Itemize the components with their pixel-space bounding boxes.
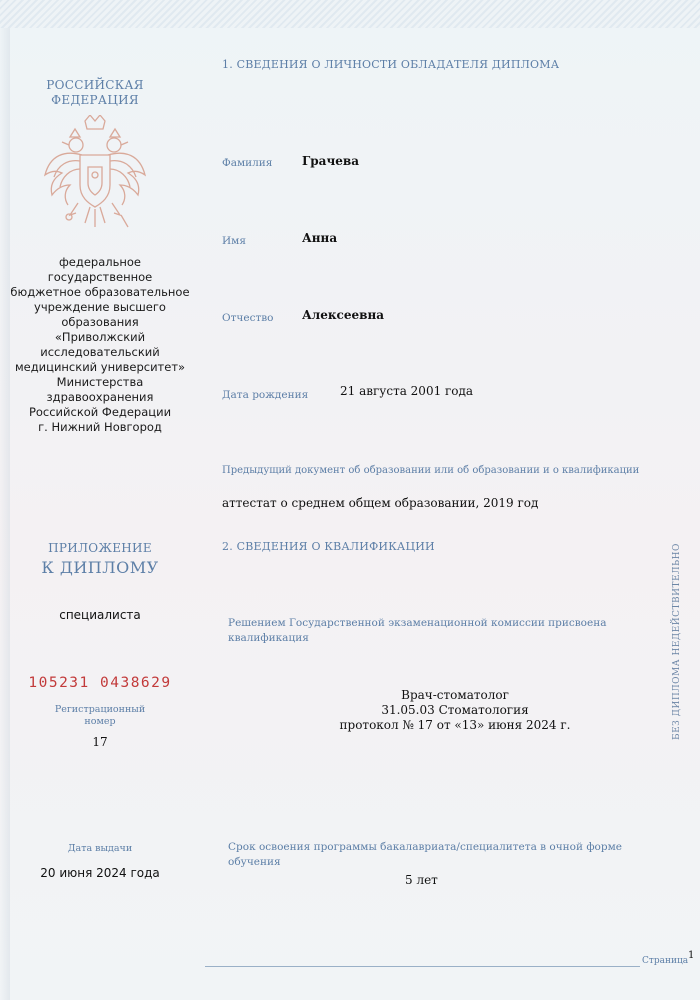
country-line-2: ФЕДЕРАЦИЯ	[51, 93, 139, 107]
patronymic-value: Алексеевна	[302, 308, 385, 322]
surname-label: Фамилия	[222, 157, 273, 169]
protocol-value: протокол № 17 от «13» июня 2024 г.	[339, 718, 571, 732]
name-value: Анна	[302, 231, 338, 245]
surname-value: Грачева	[302, 154, 359, 168]
org-line: «Приволжский исследовательский	[40, 330, 160, 359]
org-line: бюджетное образовательное	[10, 285, 190, 299]
decision-label-line2: квалификация	[228, 632, 309, 644]
guilloche-band	[0, 0, 700, 28]
section2-title: 2. СВЕДЕНИЯ О КВАЛИФИКАЦИИ	[222, 540, 435, 553]
qualification-value: Врач-стоматолог	[401, 688, 509, 702]
organization-name	[5, 255, 195, 435]
previous-document-label: Предыдущий документ об образовании или об образовании и о квалификации	[222, 465, 640, 476]
previous-document-value: аттестат о среднем общем образовании, 2019 год	[222, 496, 539, 510]
org-line: Министерства здравоохранения	[46, 375, 154, 404]
birth-date-label: Дата рождения	[222, 389, 309, 401]
country-line-1: РОССИЙСКАЯ	[46, 78, 144, 92]
section1-title: 1. СВЕДЕНИЯ О ЛИЧНОСТИ ОБЛАДАТЕЛЯ ДИПЛОМА	[222, 58, 560, 71]
serial-number: 105231 0438629	[28, 675, 172, 691]
registration-label-line1: Регистрационный	[54, 704, 146, 715]
org-line: учреждение высшего образования	[34, 300, 166, 329]
name-label: Имя	[222, 235, 246, 247]
registration-label-line2: номер	[84, 716, 116, 727]
term-label-line2: обучения	[228, 856, 281, 868]
birth-date-value: 21 августа 2001 года	[340, 384, 474, 398]
registration-number: 17	[92, 735, 108, 749]
org-line: Российской Федерации	[28, 405, 172, 419]
page-edge-shade	[0, 0, 10, 1000]
country-name	[20, 78, 170, 108]
term-value: 5 лет	[405, 873, 438, 887]
org-line: медицинский университет»	[14, 360, 186, 374]
page-number: 1	[688, 950, 695, 961]
page-label: Страница	[642, 956, 689, 966]
issue-date-label: Дата выдачи	[67, 843, 133, 854]
decision-label-line1: Решением Государственной экзаменационной комиссии присвоена	[228, 617, 607, 629]
issue-date: 20 июня 2024 года	[40, 866, 160, 880]
org-line: г. Нижний Новгород	[38, 420, 162, 434]
footer-divider	[205, 966, 640, 967]
vertical-validity-note: БЕЗ ДИПЛОМА НЕДЕЙСТВИТЕЛЬНО	[672, 543, 682, 740]
supplement-title-line2: К ДИПЛОМУ	[41, 558, 159, 577]
specialty-value: 31.05.03 Стоматология	[381, 703, 529, 717]
degree-level: специалиста	[59, 608, 141, 622]
patronymic-label: Отчество	[222, 312, 274, 324]
term-label-line1: Срок освоения программы бакалавриата/специалитета в очной форме	[228, 841, 622, 853]
registration-label	[40, 704, 160, 728]
supplement-title-line1: ПРИЛОЖЕНИЕ	[48, 541, 152, 555]
coat-of-arms-emblem-icon	[40, 115, 150, 230]
org-line: федеральное государственное	[47, 255, 153, 284]
